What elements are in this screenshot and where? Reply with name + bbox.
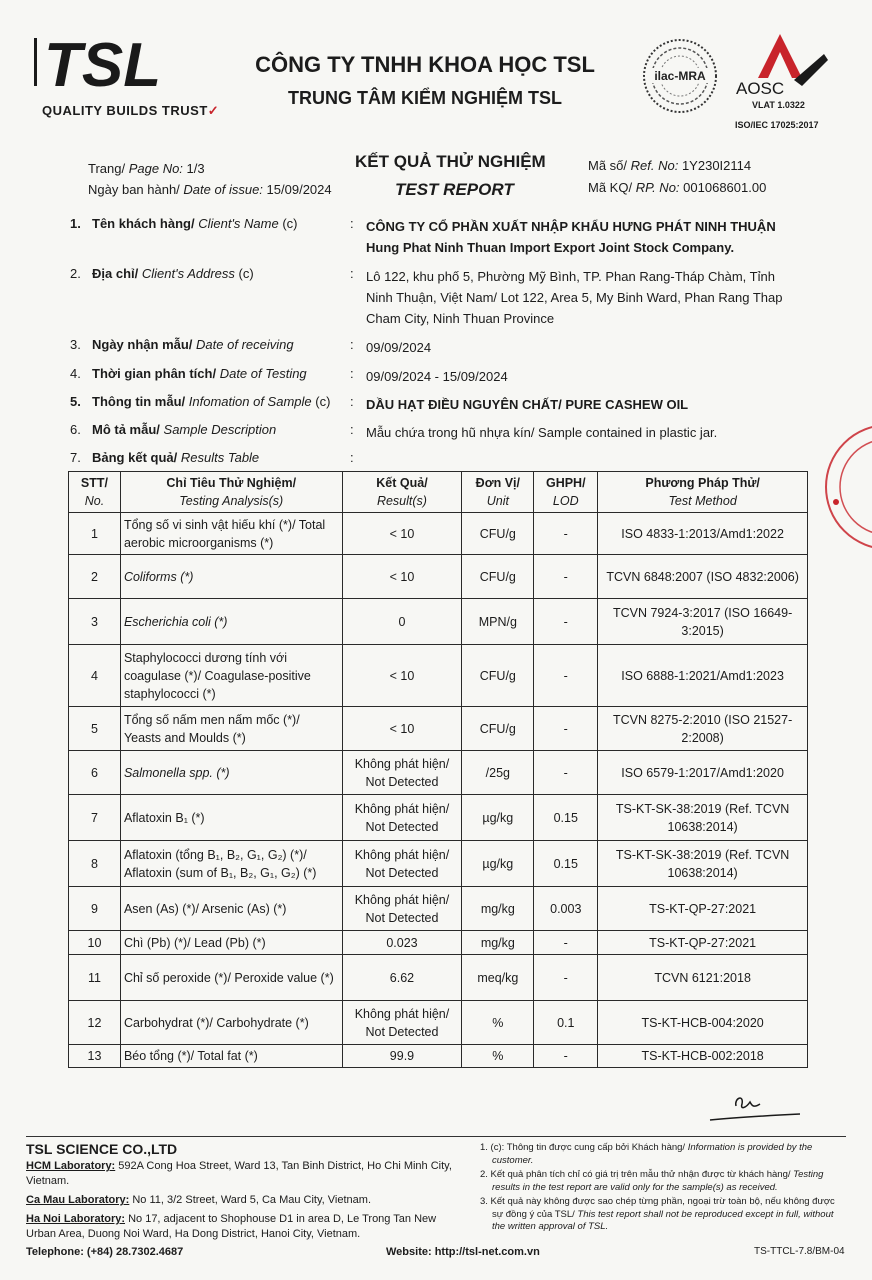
cell-result: < 10 [342,555,462,599]
cell-unit: /25g [462,751,534,795]
cell-no: 1 [69,513,121,555]
table-row [69,599,808,645]
cell-lod: 0.003 [534,887,598,931]
cell-no: 4 [69,645,121,707]
cell-method: TS-KT-HCB-002:2018 [598,1045,808,1068]
header-unit: Đơn Vị/ Unit [462,472,534,513]
info-row-client-name: 1. Tên khách hàng/ Client's Name (c) : CÔNG TY CỔ PHẦN XUẤT NHẬP KHẨU HƯNG PHÁT NINH THUẬN Hung Phat Ninh Thuan Import Export Joint Stock Company. [70,216,776,255]
cell-no: 13 [69,1045,121,1068]
cell-result: < 10 [342,707,462,751]
footer-contacts [26,1142,456,1242]
cell-no: 11 [69,955,121,1001]
table-row [69,1001,808,1045]
cell-unit: mg/kg [462,931,534,955]
stamp-seal [820,412,872,562]
cell-result: Không phát hiện/ Not Detected [342,751,462,795]
cell-unit: CFU/g [462,645,534,707]
aosc-vlat: VLAT 1.0322 [752,100,805,110]
table-row [69,645,808,707]
table-row [69,955,808,1001]
cell-analysis: Tổng số nấm men nấm mốc (*)/ Yeasts and Moulds (*) [120,707,342,751]
cell-result: Không phát hiện/ Not Detected [342,1001,462,1045]
table-row [69,887,808,931]
cell-no: 3 [69,599,121,645]
aosc-iso: ISO/IEC 17025:2017 [735,120,819,130]
footer-company: TSL SCIENCE CO.,LTD [26,1141,178,1157]
logo-tagline: QUALITY BUILDS TRUST✓ [42,103,220,118]
cell-lod: - [534,599,598,645]
table-row [69,1045,808,1068]
cell-method: TS-KT-SK-38:2019 (Ref. TCVN 10638:2014) [598,841,808,887]
cell-lod: 0.15 [534,795,598,841]
header-method: Phương Pháp Thử/ Test Method [598,472,808,513]
cell-analysis: Escherichia coli (*) [120,599,342,645]
cell-result: Không phát hiện/ Not Detected [342,841,462,887]
info-row-date-receiving: 3. Ngày nhận mẫu/ Date of receiving : 09/09/2024 [70,337,432,355]
cell-lod: 0.15 [534,841,598,887]
cell-no: 12 [69,1001,121,1045]
header-result: Kết Quả/ Result(s) [342,472,462,513]
cell-lod: - [534,1045,598,1068]
cell-unit: % [462,1001,534,1045]
center-title: TRUNG TÂM KIỂM NGHIỆM TSL [288,88,562,108]
cell-lod: - [534,645,598,707]
info-row-results-table: 7. Bảng kết quả/ Results Table : [70,450,354,465]
cell-lod: - [534,931,598,955]
ref-number: Mã số/ Ref. No: 1Y230I2114 [588,158,752,173]
header-lod: GHPH/ LOD [534,472,598,513]
issue-date: Ngày ban hành/ Date of issue: 15/09/2024 [88,182,332,197]
cell-method: TS-KT-QP-27:2021 [598,931,808,955]
cell-method: TS-KT-HCB-004:2020 [598,1001,808,1045]
footer-camau: Ca Mau Laboratory: No 11, 3/2 Street, Ward 5, Ca Mau City, Vietnam. [26,1194,371,1206]
cell-method: TCVN 8275-2:2010 (ISO 21527-2:2008) [598,707,808,751]
cell-method: TCVN 6848:2007 (ISO 4832:2006) [598,555,808,599]
ilac-label: ilac-MRA [654,69,706,83]
table-row [69,841,808,887]
cell-unit: MPN/g [462,599,534,645]
cell-no: 2 [69,555,121,599]
cell-result: < 10 [342,645,462,707]
footer-note-2: 2. Kết quả phân tích chỉ có giá trị trên mẫu thử nhận được từ khách hàng/ Testing results in the test report are valid only for the sample(s) as received. [480,1169,824,1193]
header-analysis: Chỉ Tiêu Thử Nghiệm/ Testing Analysis(s) [120,472,342,513]
report-title-vi: KẾT QUẢ THỬ NGHIỆM [355,152,546,171]
cell-result: 6.62 [342,955,462,1001]
cell-analysis: Chỉ số peroxide (*)/ Peroxide value (*) [120,955,342,1001]
cell-analysis: Aflatoxin (tổng B₁, B₂, G₁, G₂) (*)/ Aflatoxin (sum of B₁, B₂, G₁, G₂) (*) [120,841,342,887]
table-row [69,513,808,555]
cell-analysis: Coliforms (*) [120,555,342,599]
cell-method: ISO 6888-1:2021/Amd1:2023 [598,645,808,707]
cell-unit: CFU/g [462,707,534,751]
footer-divider [26,1136,846,1137]
cell-result: 0.023 [342,931,462,955]
footer-notes [480,1142,846,1236]
tsl-logo [34,30,194,94]
cell-no: 5 [69,707,121,751]
cell-result: 0 [342,599,462,645]
cell-unit: mg/kg [462,887,534,931]
cell-result: < 10 [342,513,462,555]
company-title: CÔNG TY TNHH KHOA HỌC TSL [255,52,595,77]
table-header-row [69,472,808,513]
cell-analysis: Carbohydrat (*)/ Carbohydrate (*) [120,1001,342,1045]
info-row-sample-info: 5. Thông tin mẫu/ Infomation of Sample (c) : DẦU HẠT ĐIỀU NGUYÊN CHẤT/ PURE CASHEW OIL [70,394,689,412]
cell-lod: - [534,751,598,795]
cell-unit: µg/kg [462,795,534,841]
cell-method: ISO 4833-1:2013/Amd1:2022 [598,513,808,555]
cell-result: Không phát hiện/ Not Detected [342,887,462,931]
cell-lod: - [534,955,598,1001]
info-row-client-address: 2. Địa chỉ/ Client's Address (c) : Lô 122, khu phố 5, Phường Mỹ Bình, TP. Phan Rang-Tháp Chàm, Tỉnh Ninh Thuận, Việt Nam/ Lot 122, Area 5, My Binh Ward, Phan Rang Thap Cham City, Ninh Thuan Province [70,266,783,326]
info-row-date-testing: 4. Thời gian phân tích/ Date of Testing : 09/09/2024 - 15/09/2024 [70,366,508,384]
cell-unit: µg/kg [462,841,534,887]
cell-no: 10 [69,931,121,955]
footer-hcm: HCM Laboratory: 592A Cong Hoa Street, Ward 13, Tan Binh District, Ho Chi Minh City, Vietnam. [26,1160,452,1187]
cell-lod: - [534,707,598,751]
rp-number: Mã KQ/ RP. No: 001068601.00 [588,180,767,195]
cell-method: TCVN 7924-3:2017 (ISO 16649-3:2015) [598,599,808,645]
cell-no: 7 [69,795,121,841]
cell-method: ISO 6579-1:2017/Amd1:2020 [598,751,808,795]
cell-result: 99.9 [342,1045,462,1068]
cell-method: TS-KT-SK-38:2019 (Ref. TCVN 10638:2014) [598,795,808,841]
report-title-en: TEST REPORT [395,180,514,199]
cell-analysis: Béo tổng (*)/ Total fat (*) [120,1045,342,1068]
page-number: Trang/ Page No: 1/3 [88,161,205,176]
footer-hanoi: Ha Noi Laboratory: No 17, adjacent to Shophouse D1 in area D, Le Trong Tan New Urban Area, Duong Noi Ward, Ha Dong District, Hanoi City, Vietnam. [26,1213,437,1240]
footer-form-code: TS-TTCL-7.8/BM-04 [754,1246,845,1257]
cell-lod: - [534,555,598,599]
cell-no: 8 [69,841,121,887]
aosc-label: AOSC [736,79,785,98]
footer-note-3: 3. Kết quả này không được sao chép từng phần, ngoại trừ toàn bộ, nếu không được sự đồng ý của TSL/ This test report shall not be reproduced except in full, without the written approval of TSL. [480,1196,835,1232]
table-row [69,795,808,841]
cell-unit: % [462,1045,534,1068]
cell-method: TCVN 6121:2018 [598,955,808,1001]
results-table [68,471,808,1068]
logo-text: TSL [44,31,162,94]
footer-telephone: Telephone: (+84) 28.7302.4687 [26,1246,184,1258]
header-no: STT/ No. [69,472,121,513]
cell-no: 6 [69,751,121,795]
ilac-mra-logo [640,36,720,116]
table-row [69,555,808,599]
cell-method: TS-KT-QP-27:2021 [598,887,808,931]
cell-analysis: Salmonella spp. (*) [120,751,342,795]
cell-analysis: Chì (Pb) (*)/ Lead (Pb) (*) [120,931,342,955]
signature-mark [700,1080,810,1130]
cell-lod: - [534,513,598,555]
cell-lod: 0.1 [534,1001,598,1045]
cell-unit: CFU/g [462,555,534,599]
cell-analysis: Tổng số vi sinh vật hiếu khí (*)/ Total aerobic microorganisms (*) [120,513,342,555]
footer-note-1: 1. (c): Thông tin được cung cấp bởi Khách hàng/ Information is provided by the customer. [480,1142,813,1166]
table-row [69,707,808,751]
cell-result: Không phát hiện/ Not Detected [342,795,462,841]
cell-unit: meq/kg [462,955,534,1001]
cell-unit: CFU/g [462,513,534,555]
cell-analysis: Staphylococci dương tính với coagulase (*)/ Coagulase-positive staphylococci (*) [120,645,342,707]
footer-website[interactable]: Website: http://tsl-net.com.vn [386,1246,540,1258]
aosc-logo [728,30,832,100]
table-row [69,931,808,955]
cell-analysis: Aflatoxin B₁ (*) [120,795,342,841]
cell-no: 9 [69,887,121,931]
info-row-sample-description: 6. Mô tả mẫu/ Sample Description : Mẫu chứa trong hũ nhựa kín/ Sample contained in plastic jar. [70,422,718,440]
cell-analysis: Asen (As) (*)/ Arsenic (As) (*) [120,887,342,931]
table-row [69,751,808,795]
